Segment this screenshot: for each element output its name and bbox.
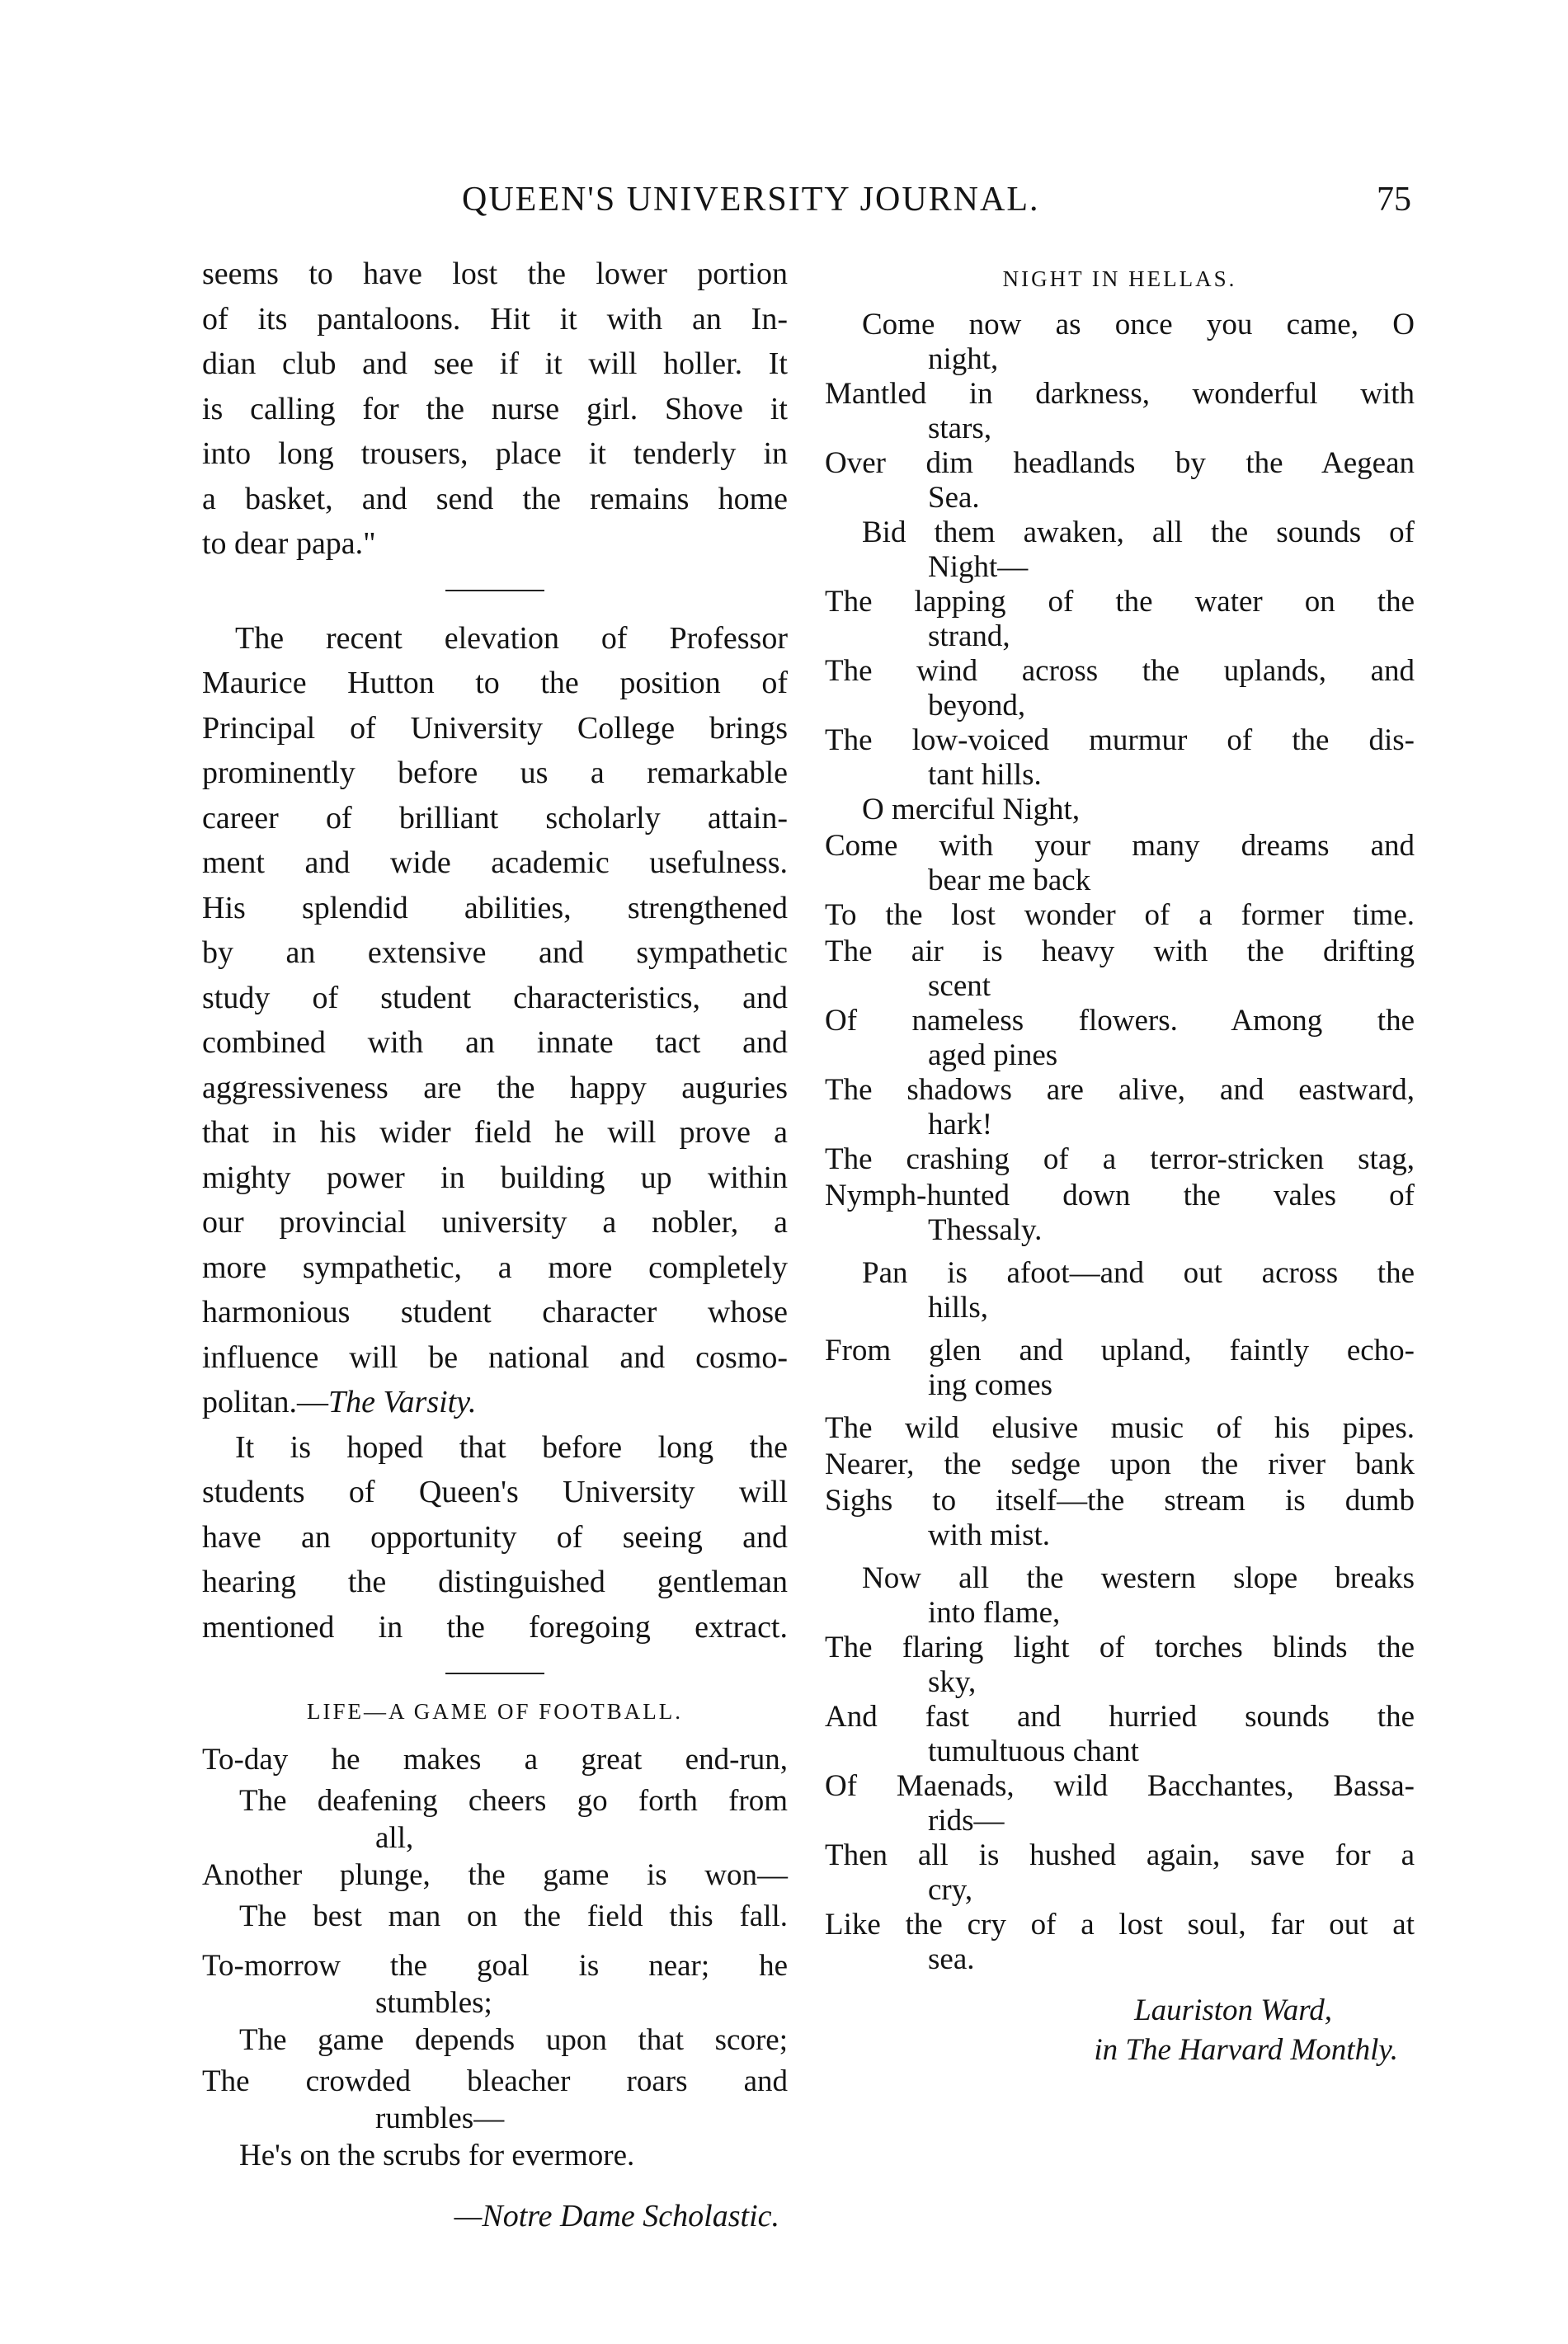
text-line: to dear papa." [202, 526, 376, 561]
poem-line-text: The flaring light of torches blinds the [825, 1631, 1415, 1664]
poem-line-text: He's on the scrubs for evermore. [239, 2139, 635, 2172]
poem-line-text: Sighs to itself—the stream is dumb [825, 1484, 1415, 1518]
source-citation: in The Harvard Monthly. [1094, 2033, 1398, 2067]
poem-line [202, 1896, 788, 1937]
poem-line-text: From glen and upland, faintly echo- [825, 1334, 1415, 1367]
poem-line-text: To the lost wonder of a former time. [825, 898, 1415, 932]
football-poem [202, 1739, 788, 2177]
poem-line [825, 1141, 1415, 1178]
text-line: mighty power in building up within [202, 1160, 788, 1195]
text-line: harmonious student character whose [202, 1295, 788, 1330]
text-line: that in his wider field he will prove a [202, 1115, 788, 1150]
text-line: Principal of University College brings [202, 710, 788, 746]
poem-line-text: Mantled in darkness, wonderful with [825, 377, 1415, 411]
poem-line-turnover: night, [928, 342, 999, 376]
poem-attribution [825, 1991, 1415, 2070]
poem-line-text: O merciful Night, [862, 793, 1081, 826]
poem-line-turnover: all, [375, 1821, 414, 1855]
poem-line-text: The deafening cheers go forth from [239, 1784, 788, 1818]
poem-line-turnover: cry, [928, 1873, 973, 1907]
text-line: His splendid abilities, strengthened [202, 890, 788, 925]
text-line: It is hoped that before long the [235, 1429, 788, 1465]
poem-title: LIFE—A GAME OF FOOTBALL. [306, 1699, 683, 1724]
text-line: students of Queen's University will [202, 1475, 788, 1509]
poem-line-text: Over dim headlands by the Aegean [825, 446, 1415, 480]
poem-line [825, 515, 1415, 584]
poem-line-text: Another plunge, the game is won— [202, 1858, 788, 1892]
poem-line [825, 722, 1415, 792]
text-line [202, 1380, 788, 1425]
poem-line [825, 1838, 1415, 1907]
poem-line-turnover: scent [928, 969, 991, 1003]
poem-line-text: The best man on the field this fall. [239, 1899, 788, 1933]
poem-line [825, 792, 1415, 828]
source-citation: The Varsity. [328, 1385, 477, 1419]
poem-line [825, 1483, 1415, 1552]
poem-line-text: Nearer, the sedge upon the river bank [825, 1447, 1415, 1481]
poem-line [202, 1781, 788, 1855]
poem-line-text: Come with your many dreams and [825, 829, 1415, 863]
hutton-paragraph [202, 616, 788, 1425]
page-number: 75 [1377, 181, 1411, 219]
text-line: prominently before us a remarkable [202, 755, 788, 790]
text-line: by an extensive and sympathetic [202, 935, 788, 970]
author-name: Lauriston Ward, [1134, 1993, 1332, 2027]
left-column [202, 252, 788, 2234]
text-line: into long trousers, place it tenderly in [202, 436, 788, 471]
text-line: aggressiveness are the happy auguries [202, 1070, 788, 1105]
poem-line [825, 828, 1415, 897]
poem-line [825, 653, 1415, 722]
poem-line-text: The crowded bleacher roars and [202, 2064, 788, 2098]
text-line: mentioned in the foregoing extract. [202, 1609, 788, 1645]
text-line: ment and wide academic usefulness. [202, 845, 788, 880]
poem-line-text: Of Maenads, wild Bacchantes, Bassa- [825, 1769, 1415, 1803]
poem-line-text: The game depends upon that score; [239, 2023, 788, 2057]
poem-line [825, 1333, 1415, 1402]
poem-line [825, 307, 1415, 376]
running-header [462, 180, 1411, 229]
poem-line-turnover: into flame, [928, 1596, 1061, 1630]
text-line: seems to have lost the lower portion [202, 257, 788, 291]
text-line: a basket, and send the remains home [202, 481, 788, 516]
poem-line-turnover: tant hills. [928, 758, 1042, 792]
poem-line [825, 1907, 1415, 1976]
journal-title: QUEEN'S UNIVERSITY JOURNAL. [462, 181, 1040, 219]
text-line: is calling for the nurse girl. Shove it [202, 391, 788, 426]
hellas-poem [825, 307, 1415, 1976]
poem-line-turnover: rids— [928, 1804, 1005, 1838]
poem-line-turnover: stars, [928, 412, 992, 445]
poem-line-text: The low-voiced murmur of the dis- [825, 723, 1415, 757]
poem-line-text: Nymph-hunted down the vales of [825, 1179, 1415, 1212]
poem-line [825, 934, 1415, 1003]
poem-line-turnover: with mist. [928, 1518, 1051, 1552]
poem-line-turnover: Night— [928, 550, 1029, 584]
section-divider [445, 590, 544, 591]
poem-line-text: To-morrow the goal is near; he [202, 1949, 788, 1983]
poem-line-text: And fast and hurried sounds the [825, 1700, 1415, 1734]
poem-line-text: Come now as once you came, O [862, 308, 1415, 341]
poem-line [825, 1072, 1415, 1141]
poem-line-text: Now all the western slope breaks [862, 1561, 1415, 1595]
poem-line-turnover: tumultuous chant [928, 1734, 1139, 1768]
poem-line-turnover: Sea. [928, 481, 980, 515]
text-line: Maurice Hutton to the position of [202, 666, 788, 700]
poem-line [825, 1255, 1415, 1325]
poem-line [825, 445, 1415, 515]
poem-line-text: The wild elusive music of his pipes. [825, 1411, 1415, 1445]
poem-line-text: The wind across the uplands, and [825, 654, 1415, 688]
poem-line [202, 2020, 788, 2061]
poem-line-turnover: rumbles— [375, 2102, 505, 2135]
text-line: influence will be national and cosmo- [202, 1339, 788, 1375]
poem-line-turnover: Thessaly. [928, 1213, 1043, 1247]
poem-line-text: Like the cry of a lost soul, far out at [825, 1908, 1415, 1942]
poem-line-turnover: stumbles; [375, 1986, 492, 2020]
poem-line [825, 1699, 1415, 1768]
poem-line [202, 2061, 788, 2135]
intro-paragraph [202, 252, 788, 567]
text-line: hearing the distinguished gentleman [202, 1565, 788, 1599]
poem-line [825, 1410, 1415, 1447]
hope-paragraph [202, 1425, 788, 1650]
text-line: dian club and see if it will holler. It [202, 346, 788, 381]
poem-line [202, 2135, 788, 2177]
poem-line-text: Of nameless flowers. Among the [825, 1004, 1415, 1038]
poem-line-turnover: sea. [928, 1942, 975, 1976]
text-line: have an opportunity of seeing and [202, 1519, 788, 1555]
section-divider [445, 1673, 544, 1674]
text-line: career of brilliant scholarly attain- [202, 800, 788, 835]
poem-line [202, 1946, 788, 2020]
poem-line [825, 1560, 1415, 1630]
poem-line [825, 897, 1415, 934]
poem-line-text: Then all is hushed again, save for a [825, 1838, 1415, 1872]
poem-title: NIGHT IN HELLAS. [1002, 266, 1237, 291]
poem-line-turnover: sky, [928, 1665, 977, 1699]
text-line: study of student characteristics, and [202, 980, 788, 1015]
poem-line-text: The air is heavy with the drifting [825, 934, 1415, 968]
poem-line-turnover: strand, [928, 619, 1010, 653]
poem-line-text: Bid them awaken, all the sounds of [862, 515, 1415, 549]
poem-line [202, 1855, 788, 1896]
text-line: combined with an innate tact and [202, 1025, 788, 1060]
poem-line [825, 1768, 1415, 1838]
poem-line-turnover: aged pines [928, 1038, 1058, 1072]
poem-line-turnover: ing comes [928, 1368, 1053, 1402]
poem-line-text: Pan is afoot—and out across the [862, 1256, 1415, 1290]
poem-line-turnover: bear me back [928, 864, 1091, 897]
text-fragment: politan.— [202, 1385, 329, 1419]
poem-line [825, 1178, 1415, 1247]
poem-attribution: —Notre Dame Scholastic. [454, 2199, 779, 2233]
poem-line-text: To-day he makes a great end-run, [202, 1743, 788, 1777]
poem-line [825, 1003, 1415, 1072]
poem-line-turnover: beyond, [928, 689, 1026, 722]
text-line: more sympathetic, a more completely [202, 1250, 788, 1285]
poem-line-text: The shadows are alive, and eastward, [825, 1073, 1415, 1107]
text-line: our provincial university a nobler, a [202, 1205, 788, 1240]
right-column [825, 252, 1415, 2070]
poem-line [825, 584, 1415, 653]
poem-line [825, 1630, 1415, 1699]
poem-line-turnover: hark! [928, 1108, 993, 1141]
poem-line-turnover: hills, [928, 1291, 988, 1325]
poem-line-text: The crashing of a terror-stricken stag, [825, 1142, 1415, 1176]
poem-line [202, 1739, 788, 1781]
poem-line [825, 1447, 1415, 1483]
text-line: of its pantaloons. Hit it with an In- [202, 301, 788, 337]
poem-line-text: The lapping of the water on the [825, 585, 1415, 619]
text-line: The recent elevation of Professor [235, 620, 788, 656]
poem-line [825, 376, 1415, 445]
